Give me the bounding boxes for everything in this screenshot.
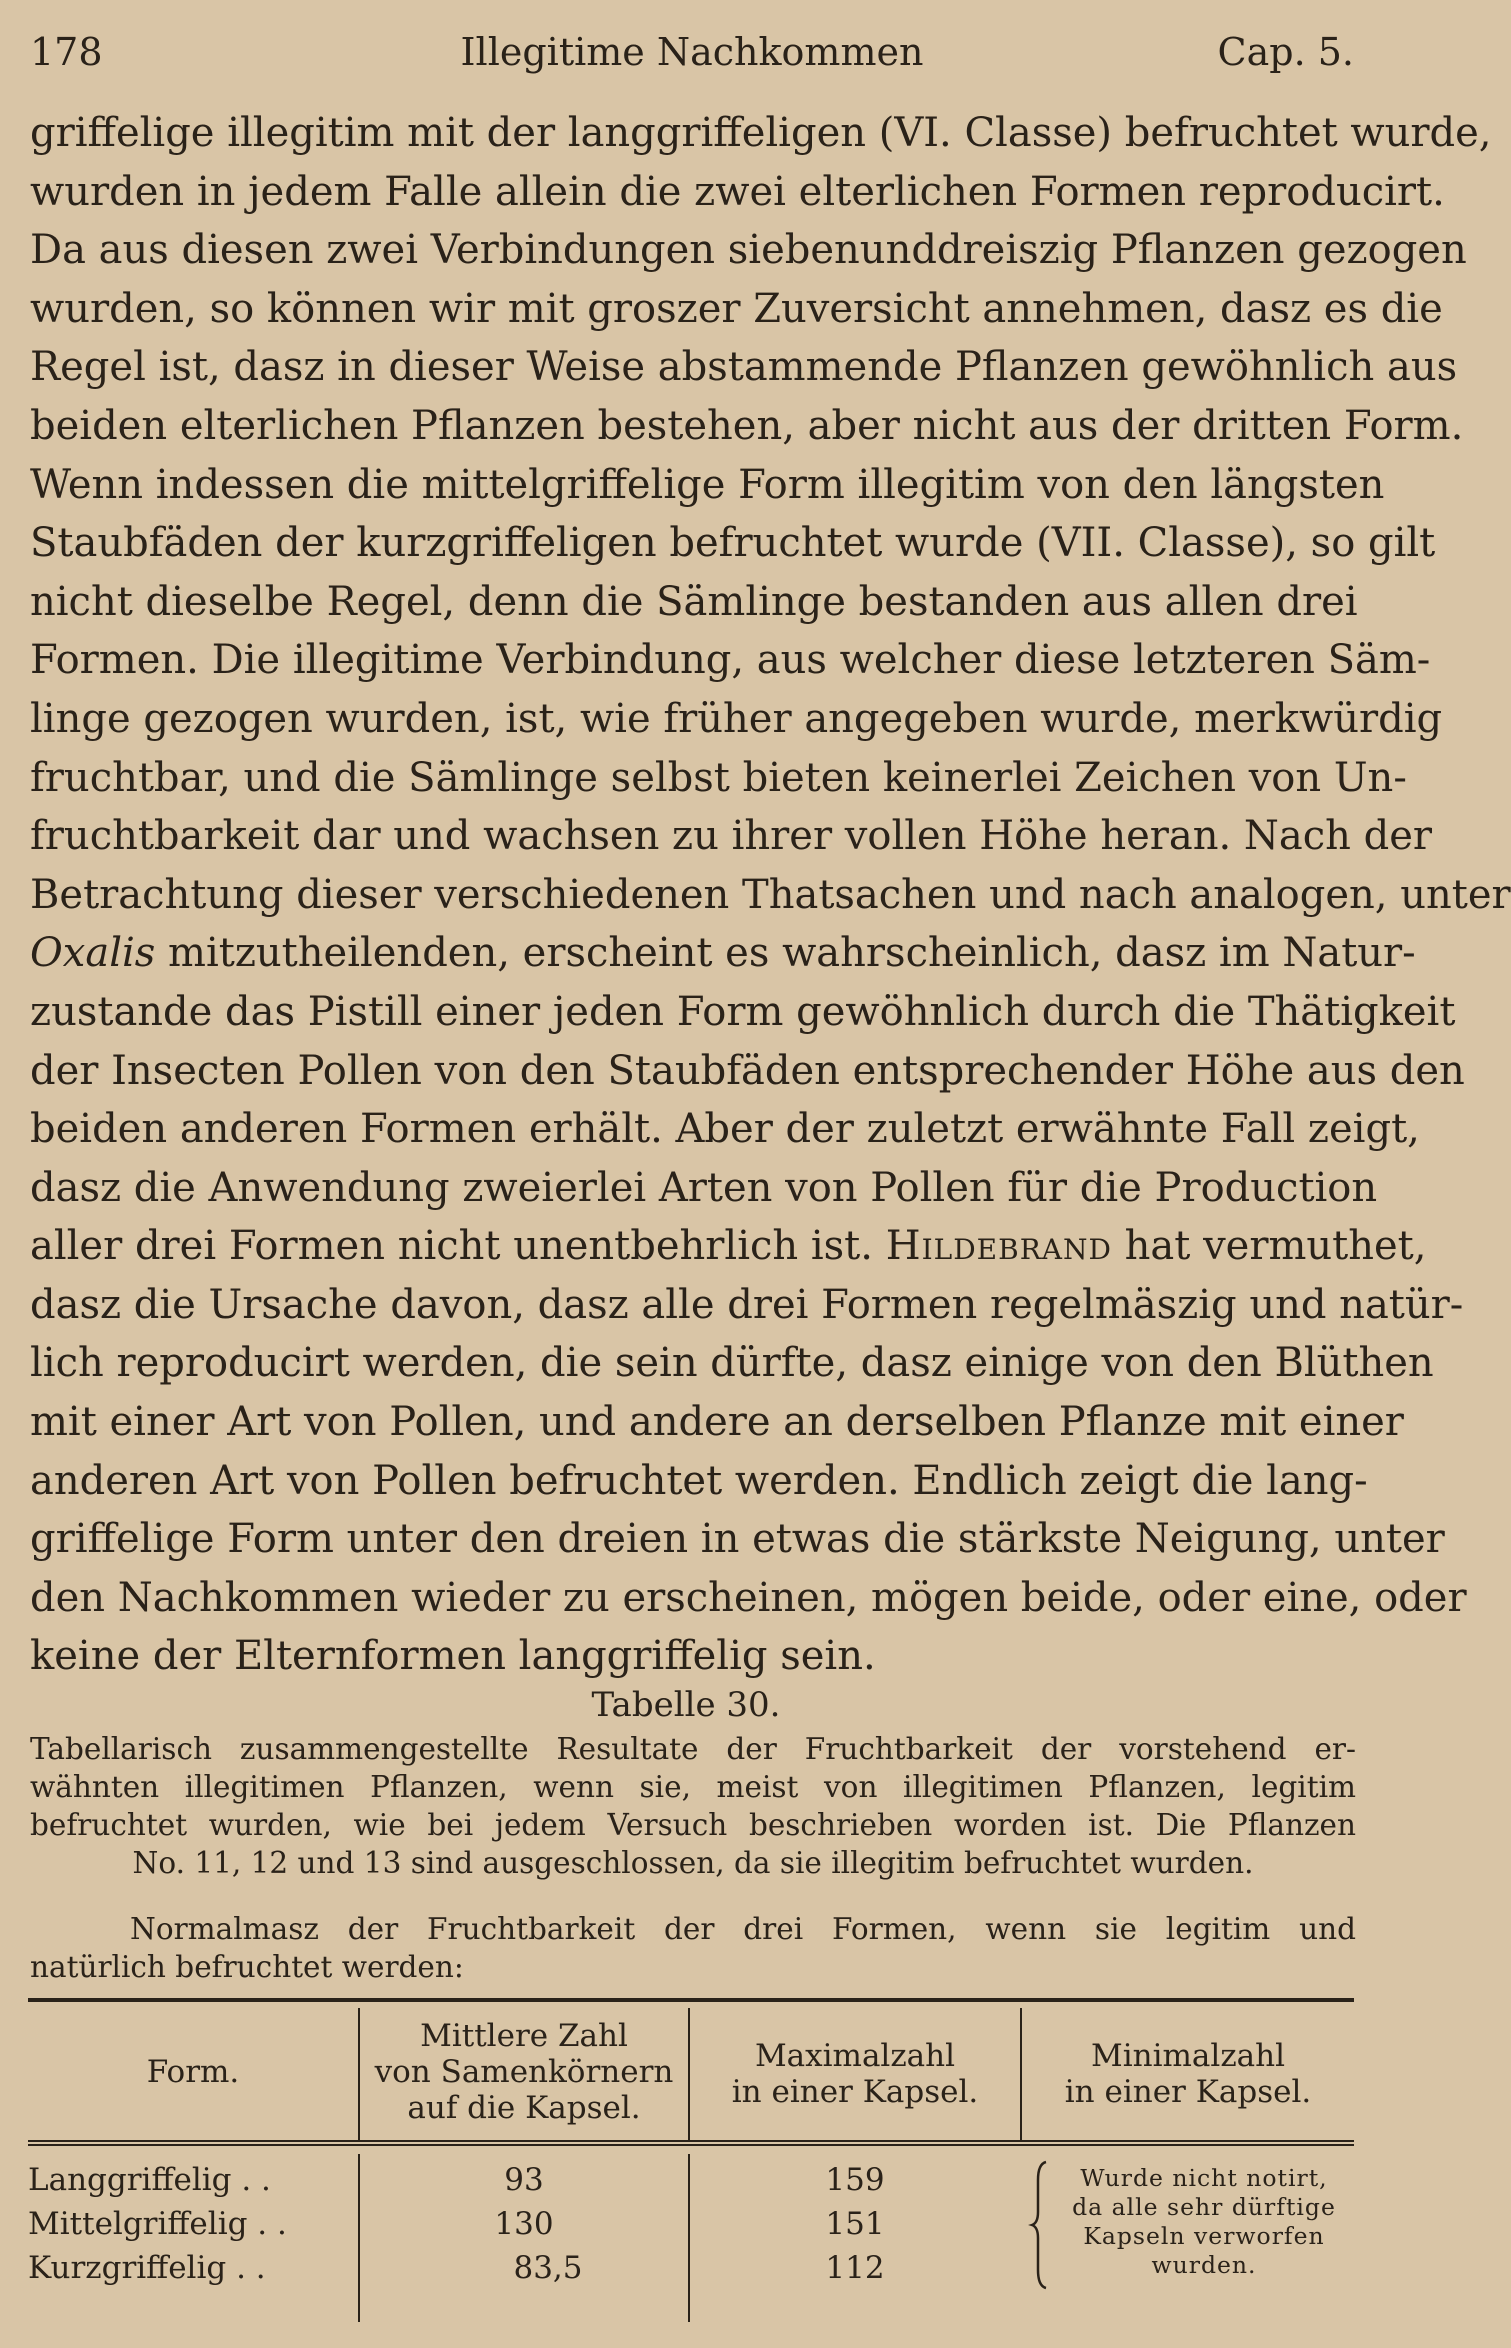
text-line: beiden elterlichen Pflanzen bestehen, aber nicht aus der dritten Form.	[30, 402, 1464, 449]
header-form: Form.	[146, 2054, 240, 2090]
row-form: Mittelgriffelig . .	[28, 2206, 287, 2242]
header-line: in einer Kapsel.	[1064, 2074, 1312, 2110]
text-line: Formen. Die illegitime Verbindung, aus welcher diese letzteren Säm-	[30, 637, 1431, 684]
text-line: beiden anderen Formen erhält. Aber der zuletzt erwähnte Fall zeigt,	[30, 1106, 1420, 1153]
text-line: den Nachkommen wieder zu erscheinen, mögen beide, oder eine, oder	[30, 1574, 1467, 1621]
header-max-seeds	[690, 2038, 1020, 2110]
text-segment: hat vermuthet,	[1111, 1223, 1427, 1270]
text-line: fruchtbar, und die Sämlinge selbst bieten keinerlei Zeichen von Un-	[30, 754, 1407, 801]
row-form: Kurzgriffelig . .	[28, 2250, 266, 2286]
running-title: Illegitime Nachkommen	[460, 30, 924, 74]
caption-line: befruchtet wurden, wie bei jedem Versuch beschrieben worden ist. Die Pflanzen	[30, 1808, 1356, 1842]
row-mean: 93	[504, 2162, 544, 2198]
table-caption	[30, 1730, 1356, 1882]
text-segment: mitzutheilenden, erscheint es wahrscheinlich, dasz im Natur-	[155, 930, 1416, 977]
text-line	[30, 924, 1416, 983]
text-line	[30, 1217, 1427, 1276]
row-max: 112	[825, 2250, 885, 2286]
row-form: Langgriffelig . .	[28, 2162, 271, 2198]
row-mean: 83,5	[513, 2250, 583, 2286]
note-line: Normalmasz der Fruchtbarkeit der drei Formen, wenn sie legitim und	[130, 1912, 1356, 1946]
caption-line: No. 11, 12 und 13 sind ausgeschlossen, da sie illegitim befruchtet wurden.	[132, 1846, 1254, 1880]
text-segment: aller drei Formen nicht unentbehrlich ist.	[30, 1223, 886, 1270]
author-name: Hildebrand	[885, 1223, 1112, 1270]
curly-brace-icon	[1030, 2160, 1050, 2290]
note-line: Kapseln verworfen	[1083, 2222, 1325, 2250]
text-line: wurden, so können wir mit groszer Zuversicht annehmen, dasz es die	[30, 285, 1443, 332]
text-line: mit einer Art von Pollen, und andere an derselben Pflanze mit einer	[30, 1399, 1404, 1446]
note-line: natürlich befruchtet werden:	[30, 1950, 464, 1984]
fertility-table	[28, 1998, 1354, 2328]
note-line: Wurde nicht notirt,	[1080, 2164, 1328, 2192]
caption-line: wähnten illegitimen Pflanzen, wenn sie, meist von illegitimen Pflanzen, legitim	[30, 1770, 1356, 1804]
text-line: anderen Art von Pollen befruchtet werden. Endlich zeigt die lang-	[30, 1457, 1368, 1504]
table-header-rule	[28, 2140, 1354, 2146]
row-mean: 130	[494, 2206, 554, 2242]
text-line: zustande das Pistill einer jeden Form gewöhnlich durch die Thätigkeit	[30, 988, 1456, 1035]
italic-genus-name: Oxalis	[30, 930, 156, 977]
header-line: Minimalzahl	[1090, 2038, 1286, 2074]
body-paragraph	[30, 104, 1511, 1686]
text-line: linge gezogen wurden, ist, wie früher angegeben wurde, merkwürdig	[30, 695, 1443, 742]
row-max: 151	[825, 2206, 885, 2242]
min-value-note	[1054, 2164, 1354, 2280]
text-line: lich reproducirt werden, die sein dürfte, dasz einige von den Blüthen	[30, 1340, 1434, 1387]
text-line: griffelige Form unter den dreien in etwas die stärkste Neigung, unter	[30, 1516, 1445, 1563]
text-line: Regel ist, dasz in dieser Weise abstammende Pflanzen gewöhnlich aus	[30, 344, 1458, 391]
header-line: Mittlere Zahl	[420, 2018, 628, 2054]
text-line: dasz die Ursache davon, dasz alle drei Formen regelmäszig und natür-	[30, 1281, 1464, 1328]
running-header	[30, 24, 1354, 80]
header-line: Maximalzahl	[754, 2038, 956, 2074]
text-line: wurden in jedem Falle allein die zwei elterlichen Formen reproducirt.	[30, 168, 1445, 215]
note-line: wurden.	[1151, 2251, 1257, 2279]
text-line: fruchtbarkeit dar und wachsen zu ihrer vollen Höhe heran. Nach der	[30, 813, 1433, 860]
header-line: von Samenkörnern	[374, 2054, 674, 2090]
table-note	[30, 1910, 1356, 1986]
text-line: der Insecten Pollen von den Staubfäden entsprechender Höhe aus den	[30, 1047, 1465, 1094]
text-line: Betrachtung dieser verschiedenen Thatsachen und nach analogen, unter	[30, 871, 1511, 918]
header-line: in einer Kapsel.	[731, 2074, 979, 2110]
caption-line: Tabellarisch zusammengestellte Resultate der Fruchtbarkeit der vorstehend er-	[30, 1732, 1356, 1766]
table-title: Tabelle 30.	[591, 1685, 781, 1725]
text-line: Da aus diesen zwei Verbindungen siebenunddreiszig Pflanzen gezogen	[30, 227, 1467, 274]
header-line: auf die Kapsel.	[407, 2090, 641, 2126]
text-line: nicht dieselbe Regel, denn die Sämlinge bestanden aus allen drei	[30, 578, 1358, 625]
text-line: keine der Elternformen langgriffelig sein.	[30, 1633, 876, 1680]
text-line: Staubfäden der kurzgriffeligen befruchtet wurde (VII. Classe), so gilt	[30, 520, 1436, 567]
text-line: dasz die Anwendung zweierlei Arten von Pollen für die Production	[30, 1164, 1378, 1211]
note-line: da alle sehr dürftige	[1072, 2193, 1336, 2221]
text-line: griffelige illegitim mit der langgriffeligen (VI. Classe) befruchtet wurde,	[30, 110, 1492, 156]
text-line: Wenn indessen die mittelgriffelige Form illegitim von den längsten	[30, 461, 1385, 508]
chapter-label: Cap. 5.	[1217, 30, 1354, 74]
table-top-rule	[28, 1998, 1354, 2002]
row-max: 159	[825, 2162, 885, 2198]
page-number: 178	[30, 30, 103, 74]
header-min-seeds	[1022, 2038, 1354, 2110]
header-mean-seeds	[360, 2018, 688, 2126]
